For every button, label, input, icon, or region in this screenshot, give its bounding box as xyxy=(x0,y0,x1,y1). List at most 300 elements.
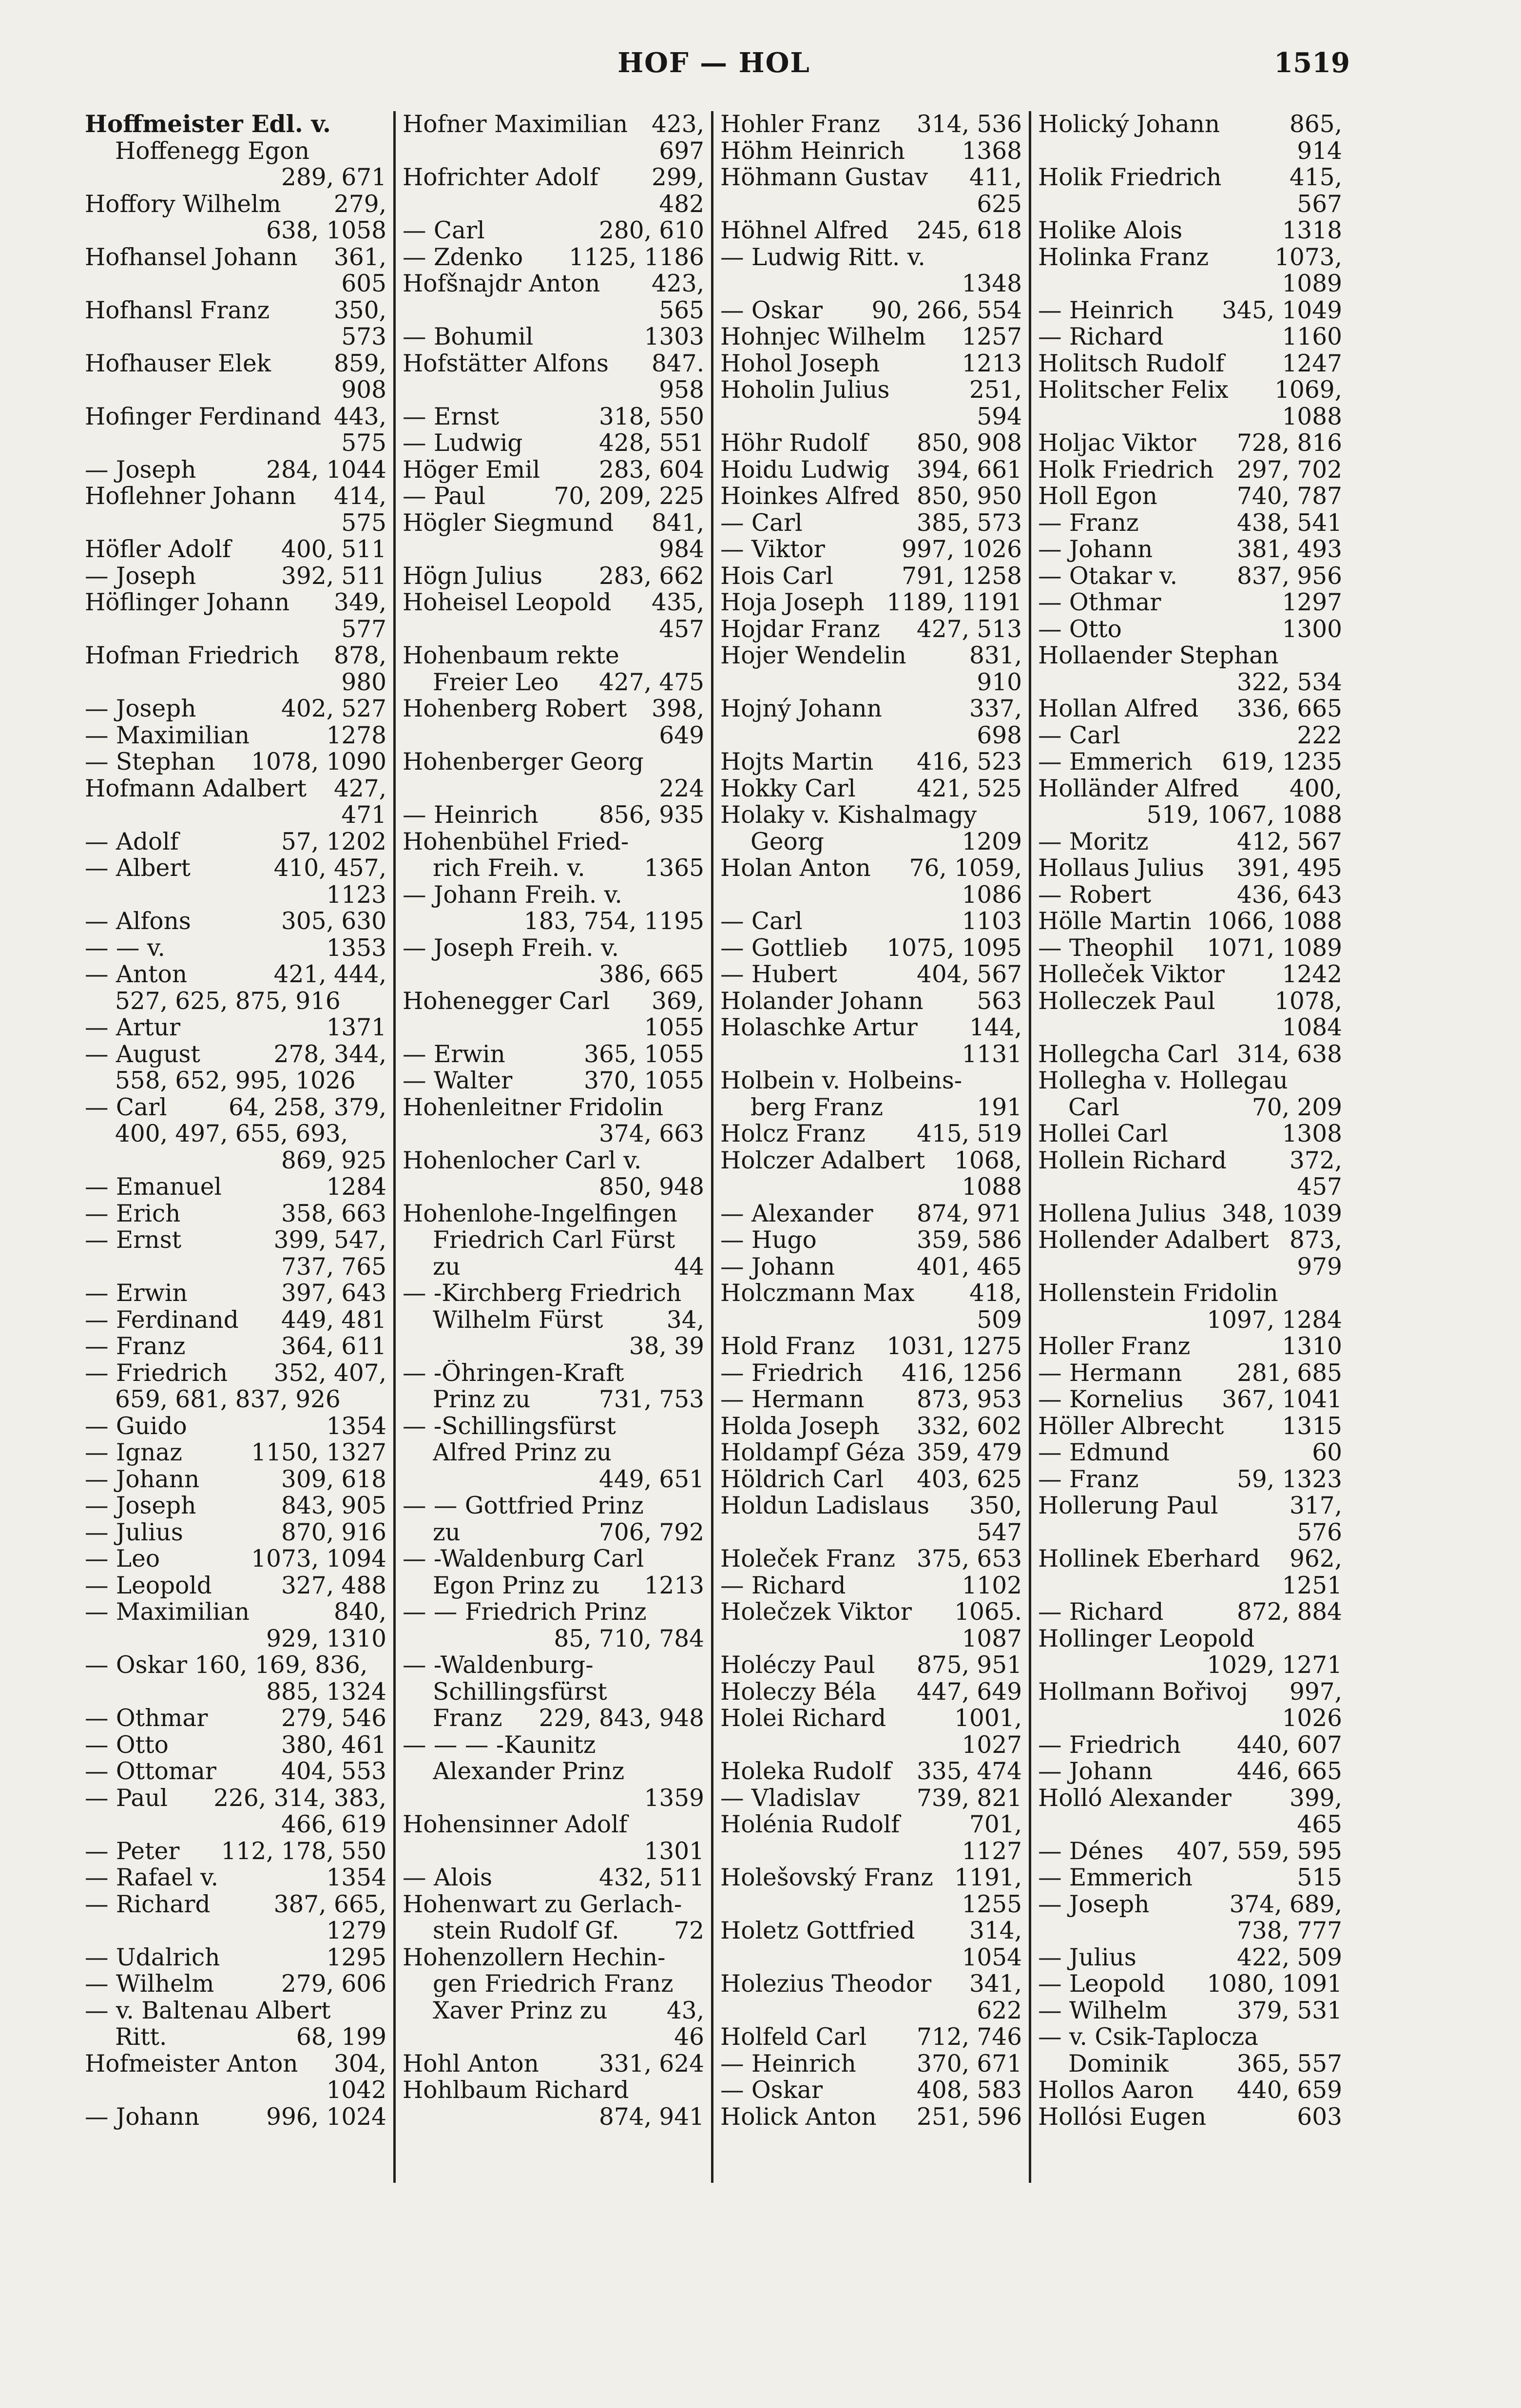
entry-name: Holitsch Rudolf xyxy=(1038,350,1225,377)
entry-line xyxy=(403,1944,704,1971)
entry-name: — Oskar xyxy=(720,297,823,324)
entry-name: Hollerung Paul xyxy=(1038,1493,1218,1519)
entry-line xyxy=(85,1360,386,1387)
entry-name: Höhnel Alfred xyxy=(720,217,889,244)
entry-line xyxy=(1038,1201,1342,1227)
entry-line xyxy=(1038,616,1342,643)
entry-name xyxy=(115,1811,276,1838)
entry-page-refs: 885, 1324 xyxy=(266,1678,386,1705)
entry-line xyxy=(403,111,704,138)
entry-line xyxy=(1038,1918,1342,1944)
entry-name xyxy=(1068,1811,1292,1838)
entry-line xyxy=(720,1573,1022,1599)
entry-page-refs: 443, xyxy=(334,403,386,430)
entry-line xyxy=(403,404,704,430)
entry-page-refs: 57, 1202 xyxy=(281,828,386,855)
entry-name: — Joseph xyxy=(85,456,196,483)
entry-name xyxy=(115,324,336,350)
entry-line xyxy=(85,1068,386,1094)
entry-page-refs: 348, 1039 xyxy=(1222,1200,1342,1227)
entry-name xyxy=(433,1333,624,1360)
entry-page-refs: 317, xyxy=(1290,1493,1342,1519)
entry-line xyxy=(720,1998,1022,2024)
entry-page-refs: 411, xyxy=(969,164,1022,191)
entry-line xyxy=(1038,244,1342,271)
entry-name: Holló Alexander xyxy=(1038,1785,1232,1811)
entry-line xyxy=(1038,1626,1342,1652)
entry-name: Holdun Ladislaus xyxy=(720,1493,930,1519)
entry-name: Holander Johann xyxy=(720,988,924,1014)
entry-page-refs: 415, xyxy=(1290,164,1342,191)
entry-page-refs: 416, 1256 xyxy=(902,1359,1022,1386)
entry-line xyxy=(85,1599,386,1626)
entry-name: — Heinrich xyxy=(403,802,539,829)
entry-name: — Heinrich xyxy=(720,2050,856,2077)
entry-page-refs: 70, 209, 225 xyxy=(554,483,704,510)
entry-name: 527, 625, 875, 916 xyxy=(115,988,341,1014)
entry-line xyxy=(403,855,704,882)
entry-name xyxy=(1068,669,1232,696)
entry-line xyxy=(85,616,386,643)
entry-line xyxy=(720,1918,1022,1944)
entry-name: Holečzek Viktor xyxy=(720,1599,912,1626)
entry-line xyxy=(403,1546,704,1573)
entry-page-refs: 850, 908 xyxy=(917,430,1022,457)
entry-line xyxy=(720,2077,1022,2104)
entry-page-refs: 1303 xyxy=(644,324,704,350)
entry-line xyxy=(403,2077,704,2104)
entry-line xyxy=(1038,1041,1342,1068)
entry-name: — Emmerich xyxy=(1038,749,1193,776)
entry-page-refs: 619, 1235 xyxy=(1222,749,1342,776)
entry-page-refs xyxy=(699,1811,704,1838)
entry-name xyxy=(751,271,957,297)
entry-line xyxy=(85,855,386,882)
entry-page-refs: 427, xyxy=(334,775,386,802)
entry-page-refs: 547 xyxy=(977,1519,1022,1546)
entry-name: Holezius Theodor xyxy=(720,1971,932,1998)
entry-line xyxy=(1038,2051,1342,2078)
entry-page-refs: 563 xyxy=(977,988,1022,1014)
entry-line xyxy=(85,377,386,404)
entry-name: — Hubert xyxy=(720,961,837,988)
entry-name: Hokky Carl xyxy=(720,775,856,802)
entry-page-refs xyxy=(699,935,704,962)
entry-page-refs: 251, xyxy=(969,377,1022,404)
entry-name: Hollinger Leopold xyxy=(1038,1625,1255,1652)
entry-line xyxy=(403,961,704,988)
entry-page-refs: 605 xyxy=(341,271,386,297)
entry-name xyxy=(751,1732,957,1759)
entry-page-refs: 374, 689, xyxy=(1229,1891,1342,1918)
entry-page-refs xyxy=(1017,802,1022,829)
entry-page-refs: 427, 513 xyxy=(917,616,1022,642)
entry-page-refs: 374, 663 xyxy=(599,1121,704,1147)
entry-name xyxy=(115,1679,261,1706)
entry-name xyxy=(115,164,276,191)
entry-line xyxy=(720,138,1022,165)
entry-page-refs: 359, 586 xyxy=(917,1227,1022,1254)
entry-name: Holetz Gottfried xyxy=(720,1918,915,1944)
entry-line xyxy=(403,1864,704,1891)
entry-page-refs: 352, 407, xyxy=(273,1359,386,1386)
entry-name: — Friedrich xyxy=(1038,1731,1181,1758)
entry-name: Hollena Julius xyxy=(1038,1200,1206,1227)
entry-name xyxy=(433,1014,639,1041)
entry-page-refs: 386, 665 xyxy=(599,961,704,988)
entry-name: Hollos Aaron xyxy=(1038,2077,1194,2104)
entry-name: — Johann xyxy=(1038,536,1153,563)
entry-line xyxy=(85,1626,386,1652)
entry-name: Holike Alois xyxy=(1038,217,1183,244)
entry-name: — — Friedrich Prinz xyxy=(403,1599,647,1626)
entry-line xyxy=(85,536,386,563)
entry-name: Hohenbaum rekte xyxy=(403,642,619,669)
entry-name xyxy=(433,1626,549,1652)
entry-name: Hofmann Adalbert xyxy=(85,775,307,802)
entry-line xyxy=(85,1652,386,1679)
column-1 xyxy=(78,111,396,2183)
entry-name xyxy=(751,1307,972,1334)
entry-name: — Erwin xyxy=(85,1280,188,1307)
entry-line xyxy=(403,988,704,1015)
entry-page-refs: 1279 xyxy=(326,1918,386,1944)
entry-name: — — Gottfried Prinz xyxy=(403,1493,644,1519)
entry-page-refs: 222 xyxy=(1297,722,1342,749)
entry-page-refs: 404, 567 xyxy=(917,961,1022,988)
entry-line xyxy=(403,1785,704,1812)
entry-line xyxy=(85,1838,386,1865)
entry-page-refs: 281, 685 xyxy=(1237,1359,1342,1386)
entry-page-refs: 1191, xyxy=(954,1864,1022,1891)
entry-line xyxy=(720,2104,1022,2131)
entry-page-refs: 1086 xyxy=(962,881,1022,908)
entry-page-refs: 422, 509 xyxy=(1237,1944,1342,1971)
entry-page-refs: 466, 619 xyxy=(281,1811,386,1838)
entry-line xyxy=(85,1998,386,2024)
entry-page-refs xyxy=(699,1280,704,1307)
entry-name xyxy=(751,1998,972,2024)
entry-line xyxy=(85,829,386,855)
entry-name xyxy=(115,669,336,696)
entry-line xyxy=(403,1413,704,1440)
entry-line xyxy=(1038,1493,1342,1519)
entry-line xyxy=(1038,1732,1342,1759)
entry-line xyxy=(1038,1546,1342,1573)
entry-page-refs xyxy=(382,138,386,165)
entry-name: — Otto xyxy=(1038,616,1122,642)
entry-line xyxy=(403,1068,704,1094)
entry-name: Hoinkes Alfred xyxy=(720,483,900,510)
entry-name: Högler Siegmund xyxy=(403,509,614,536)
entry-name: Hohenberg Robert xyxy=(403,696,627,722)
entry-page-refs: 423, xyxy=(652,271,704,297)
entry-name: Freier Leo xyxy=(433,669,559,696)
entry-line xyxy=(85,1041,386,1068)
entry-line xyxy=(403,1121,704,1147)
entry-name: Hollósi Eugen xyxy=(1038,2103,1207,2130)
entry-page-refs: 1054 xyxy=(962,1944,1022,1971)
entry-page-refs: 229, 843, 948 xyxy=(539,1705,704,1732)
entry-page-refs: 739, 821 xyxy=(917,1785,1022,1811)
entry-page-refs: 1097, 1284 xyxy=(1207,1306,1342,1333)
entry-name: Holei Richard xyxy=(720,1705,886,1732)
entry-page-refs: 112, 178, 550 xyxy=(221,1838,386,1864)
entry-line xyxy=(85,1439,386,1466)
entry-page-refs: 279, xyxy=(334,191,386,217)
entry-page-refs: 365, 557 xyxy=(1237,2050,1342,2077)
entry-line xyxy=(403,882,704,909)
entry-name: — Peter xyxy=(85,1838,180,1864)
entry-name xyxy=(115,377,336,404)
entry-page-refs: 1065. xyxy=(954,1599,1022,1626)
entry-line xyxy=(720,1174,1022,1201)
entry-name xyxy=(115,882,322,909)
entry-page-refs xyxy=(1337,1068,1342,1094)
entry-page-refs: 408, 583 xyxy=(917,2077,1022,2104)
entry-name: — Joseph xyxy=(85,696,196,722)
entry-line xyxy=(85,138,386,165)
entry-page-refs: 738, 777 xyxy=(1237,1918,1342,1944)
entry-page-refs: 309, 618 xyxy=(281,1466,386,1493)
entry-name: — Gottlieb xyxy=(720,934,848,961)
entry-line xyxy=(403,2024,704,2051)
entry-page-refs: 350, xyxy=(969,1493,1022,1519)
entry-page-refs: 394, 661 xyxy=(917,456,1022,483)
entry-name: rich Freih. v. xyxy=(433,855,585,882)
entry-line xyxy=(1038,1573,1342,1599)
entry-line xyxy=(85,1413,386,1440)
entry-line xyxy=(720,1758,1022,1785)
entry-page-refs: 1359 xyxy=(644,1785,704,1811)
entry-name: — Othmar xyxy=(85,1705,208,1732)
entry-page-refs: 1131 xyxy=(962,1041,1022,1068)
entry-line xyxy=(403,1466,704,1493)
entry-page-refs: 428, 551 xyxy=(599,430,704,457)
entry-name xyxy=(751,191,972,218)
entry-page-refs: 1042 xyxy=(326,2077,386,2104)
entry-name: — Emmerich xyxy=(1038,1864,1193,1891)
entry-line xyxy=(720,749,1022,776)
entry-name: — Ottomar xyxy=(85,1758,216,1785)
entry-name: — Ernst xyxy=(85,1227,182,1254)
entry-name: Högn Julius xyxy=(403,563,543,589)
entry-name: — Bohumil xyxy=(403,324,534,350)
entry-page-refs: 962, xyxy=(1290,1546,1342,1573)
entry-name xyxy=(1068,802,1142,829)
entry-page-refs: 1301 xyxy=(644,1838,704,1864)
entry-line xyxy=(1038,1599,1342,1626)
entry-name: Höhm Heinrich xyxy=(720,137,905,164)
entry-name xyxy=(115,510,336,537)
entry-name xyxy=(433,776,654,802)
entry-name: Hofhauser Elek xyxy=(85,350,271,377)
entry-page-refs: 245, 618 xyxy=(917,217,1022,244)
entry-page-refs: 1075, 1095 xyxy=(886,934,1022,961)
entry-name: — Robert xyxy=(1038,881,1152,908)
entry-page-refs xyxy=(699,1227,704,1254)
entry-line xyxy=(720,1944,1022,1971)
entry-line xyxy=(85,1094,386,1121)
entry-page-refs: 1348 xyxy=(962,271,1022,297)
entry-line xyxy=(403,1573,704,1599)
entry-page-refs: 436, 643 xyxy=(1237,881,1342,908)
entry-name: — Joseph Freih. v. xyxy=(403,934,619,961)
entry-page-refs: 567 xyxy=(1297,191,1342,217)
entry-line xyxy=(1038,1439,1342,1466)
entry-name: — Leo xyxy=(85,1546,160,1573)
entry-name: — Ernst xyxy=(403,403,500,430)
entry-page-refs: 392, 511 xyxy=(281,563,386,589)
entry-line xyxy=(403,536,704,563)
entry-page-refs: 402, 527 xyxy=(281,696,386,722)
entry-line xyxy=(85,642,386,669)
entry-page-refs: 251, 596 xyxy=(917,2103,1022,2130)
entry-name xyxy=(1068,191,1292,218)
entry-line xyxy=(720,1386,1022,1413)
entry-line xyxy=(720,1732,1022,1759)
entry-page-refs xyxy=(382,1652,386,1679)
entry-page-refs: 865, xyxy=(1290,111,1342,138)
entry-line xyxy=(720,642,1022,669)
entry-line xyxy=(85,1811,386,1838)
entry-line xyxy=(85,1546,386,1573)
entry-line xyxy=(1038,2104,1342,2131)
entry-name: Hollinek Eberhard xyxy=(1038,1546,1260,1573)
entry-page-refs: 980 xyxy=(341,669,386,696)
entry-page-refs: 1189, 1191 xyxy=(886,589,1022,616)
entry-name: — Viktor xyxy=(720,536,825,563)
column-3 xyxy=(713,111,1031,2183)
entry-line xyxy=(1038,430,1342,457)
entry-line xyxy=(1038,1094,1342,1121)
entry-line xyxy=(1038,1014,1342,1041)
entry-line xyxy=(720,111,1022,138)
entry-line xyxy=(85,457,386,484)
entry-page-refs: 841, xyxy=(652,509,704,536)
entry-name: — Udalrich xyxy=(85,1944,220,1971)
entry-page-refs: 399, xyxy=(1290,1785,1342,1811)
entry-name: Hölle Martin xyxy=(1038,908,1192,935)
entry-line xyxy=(403,1147,704,1174)
entry-line xyxy=(720,2051,1022,2078)
entry-page-refs: 370, 1055 xyxy=(584,1068,704,1094)
entry-line xyxy=(720,1147,1022,1174)
entry-line xyxy=(720,563,1022,590)
entry-line xyxy=(403,1811,704,1838)
entry-name: — Vladislav xyxy=(720,1785,860,1811)
entry-page-refs: 1368 xyxy=(962,137,1022,164)
entry-line xyxy=(1038,696,1342,722)
entry-line xyxy=(85,271,386,297)
entry-name: Hohler Franz xyxy=(720,111,881,138)
entry-page-refs: 449, 481 xyxy=(281,1306,386,1333)
entry-page-refs: 397, 643 xyxy=(281,1280,386,1307)
entry-page-refs: 412, 567 xyxy=(1237,828,1342,855)
entry-page-refs: 1365 xyxy=(644,855,704,882)
entry-page-refs: 337, xyxy=(969,696,1022,722)
entry-page-refs: 712, 746 xyxy=(917,2024,1022,2051)
entry-line xyxy=(720,1280,1022,1307)
entry-line xyxy=(403,1705,704,1732)
entry-name: Georg xyxy=(751,828,824,855)
entry-line xyxy=(720,1864,1022,1891)
entry-name xyxy=(115,1626,261,1652)
entry-name: Hofinger Ferdinand xyxy=(85,403,322,430)
entry-page-refs: 1247 xyxy=(1282,350,1342,377)
entry-line xyxy=(403,1174,704,1201)
entry-name xyxy=(1068,138,1292,165)
entry-page-refs: 415, 519 xyxy=(917,1121,1022,1147)
entry-name: — Julius xyxy=(1038,1944,1136,1971)
entry-name: Holl Egon xyxy=(1038,483,1157,510)
entry-name xyxy=(115,1918,322,1944)
entry-name: zu xyxy=(433,1519,461,1546)
entry-name: Hoheisel Leopold xyxy=(403,589,612,616)
entry-page-refs: 1102 xyxy=(962,1572,1022,1599)
entry-name: — Edmund xyxy=(1038,1439,1170,1466)
entry-line xyxy=(403,1307,704,1334)
entry-page-refs: 44 xyxy=(674,1253,704,1280)
entry-name xyxy=(433,1785,639,1812)
entry-name: Hofner Maximilian xyxy=(403,111,628,138)
entry-page-refs: 1078, 1090 xyxy=(251,749,386,776)
entry-line xyxy=(1038,855,1342,882)
entry-page-refs: 482 xyxy=(659,191,704,217)
entry-page-refs: 1103 xyxy=(962,908,1022,935)
entry-line xyxy=(85,1386,386,1413)
entry-line xyxy=(403,191,704,218)
entry-page-refs: 509 xyxy=(977,1306,1022,1333)
entry-line xyxy=(403,1519,704,1546)
entry-name xyxy=(751,404,972,430)
entry-line xyxy=(1038,1068,1342,1094)
entry-page-refs: 404, 553 xyxy=(281,1758,386,1785)
entry-name: — Richard xyxy=(1038,324,1164,350)
entry-page-refs: 314, 638 xyxy=(1237,1041,1342,1068)
entry-name: Hois Carl xyxy=(720,563,834,589)
entry-name: — Carl xyxy=(720,908,803,935)
entry-line xyxy=(720,882,1022,909)
entry-page-refs: 278, 344, xyxy=(273,1041,386,1068)
entry-name: Hollaus Julius xyxy=(1038,855,1204,882)
entry-name xyxy=(751,1519,972,1546)
entry-line xyxy=(720,297,1022,324)
entry-name: — Richard xyxy=(1038,1599,1164,1626)
entry-line xyxy=(720,589,1022,616)
entry-name: — -Öhringen-Kraft xyxy=(403,1359,624,1386)
entry-line xyxy=(1038,882,1342,909)
entry-page-refs: 380, 461 xyxy=(281,1731,386,1758)
entry-page-refs: 391, 495 xyxy=(1237,855,1342,882)
entry-page-refs: 1125, 1186 xyxy=(569,244,704,271)
entry-name: — -Schillingsfürst xyxy=(403,1413,616,1439)
entry-page-refs: 68, 199 xyxy=(296,2024,386,2051)
entry-name: — Erwin xyxy=(403,1041,505,1068)
entry-name: Hofman Friedrich xyxy=(85,642,300,669)
entry-page-refs: 984 xyxy=(659,536,704,563)
entry-line xyxy=(85,722,386,749)
entry-line xyxy=(85,749,386,776)
entry-name xyxy=(1068,1014,1277,1041)
entry-line xyxy=(403,1254,704,1281)
entry-line xyxy=(403,563,704,590)
entry-line xyxy=(403,1891,704,1918)
entry-line xyxy=(403,2104,704,2131)
entry-line xyxy=(1038,1174,1342,1201)
entry-name: Hofstätter Alfons xyxy=(403,350,609,377)
entry-page-refs: 1084 xyxy=(1282,1014,1342,1041)
